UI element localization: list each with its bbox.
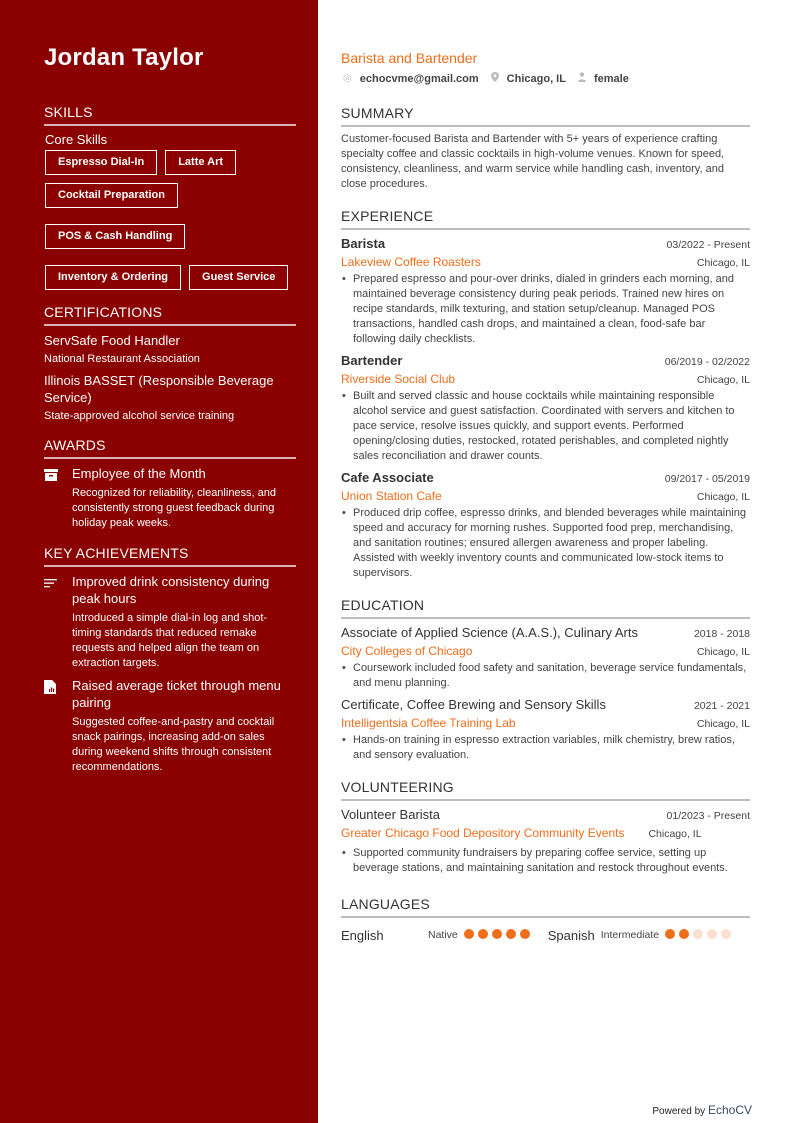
contact-gender: female xyxy=(593,72,629,85)
job-dates: 06/2019 - 02/2022 xyxy=(664,356,750,368)
rating-dot-filled xyxy=(506,929,516,939)
volunteering-entry xyxy=(341,807,750,876)
education-dates: 2018 - 2018 xyxy=(693,628,750,640)
achievement-item xyxy=(44,677,296,775)
skill-chip: Cocktail Preparation xyxy=(45,183,178,208)
achievement-item xyxy=(44,573,296,671)
experience-entry xyxy=(341,236,750,347)
experience-entry xyxy=(341,470,750,581)
job-location: Chicago, IL xyxy=(696,257,750,269)
employer: Lakeview Coffee Roasters xyxy=(341,255,481,269)
achievement-title: Raised average ticket through menu pairing xyxy=(72,678,281,710)
job-dates: 03/2022 - Present xyxy=(666,239,750,251)
job-title: Barista xyxy=(341,236,386,251)
certifications-section xyxy=(44,304,296,423)
job-location: Chicago, IL xyxy=(696,374,750,386)
job-location: Chicago, IL xyxy=(696,491,750,503)
awards-section xyxy=(44,437,296,531)
volunteer-location: Chicago, IL xyxy=(648,828,702,840)
report-chart-icon xyxy=(44,677,72,775)
cert-org: State-approved alcohol service training xyxy=(44,410,235,422)
rating-dot-filled xyxy=(679,929,689,939)
volunteering-title: VOLUNTEERING xyxy=(341,779,750,801)
volunteer-org: Greater Chicago Food Depository Community Events xyxy=(341,826,625,840)
cert-org: National Restaurant Association xyxy=(44,353,200,365)
email-icon: ◎ xyxy=(343,73,352,84)
footer-prefix: Powered by xyxy=(652,1106,706,1117)
job-description: • Built and served classic and house cocktails while maintaining responsible alcohol service and guest satisfaction. Coordinated with servers and kitchen to pace service, resolve issues quickly, and support events. Performed opening/closing duties, restocked, rotated perishables, and completed nightly sales reconciliation and drawer counts. xyxy=(341,389,750,464)
lines-icon xyxy=(44,573,72,671)
achievement-desc: Suggested coffee-and-pastry and cocktail snack pairings, increasing add-on sales during weekend shifts through consistent recommendations. xyxy=(72,716,275,773)
employer: Riverside Social Club xyxy=(341,372,456,386)
volunteer-role: Volunteer Barista xyxy=(341,807,441,822)
award-title: Employee of the Month xyxy=(72,466,206,481)
school-location: Chicago, IL xyxy=(696,646,750,658)
education-description: • Coursework included food safety and sanitation, beverage service fundamentals, and menu planning. xyxy=(341,661,750,691)
skill-chips xyxy=(45,150,296,290)
language-level: Native xyxy=(428,929,458,941)
experience-title: EXPERIENCE xyxy=(341,208,750,230)
awards-title: AWARDS xyxy=(44,437,296,459)
experience-section xyxy=(341,208,750,581)
language-level: Intermediate xyxy=(600,929,660,941)
main-content xyxy=(341,50,750,944)
cert-name: ServSafe Food Handler xyxy=(44,333,180,348)
language-rating xyxy=(665,926,735,944)
sidebar xyxy=(0,0,318,1123)
candidate-name: Jordan Taylor xyxy=(44,44,204,71)
languages-row xyxy=(341,926,750,944)
summary-section xyxy=(341,105,750,192)
skill-chip: Espresso Dial-In xyxy=(45,150,157,175)
award-desc: Recognized for reliability, cleanliness, and consistently strong guest feedback during holiday peak weeks. xyxy=(72,487,277,529)
rating-dot-empty xyxy=(707,929,717,939)
summary-text: Customer-focused Barista and Bartender with 5+ years of experience crafting specialty coffee and classic cocktails in high-volume venues. Known for speed, consistency, cleanliness, and warm service while handling cash, inventory, and close procedures. xyxy=(341,133,725,190)
languages-section xyxy=(341,896,750,944)
employer: Union Station Cafe xyxy=(341,489,442,503)
education-entry xyxy=(341,697,750,763)
footer-brand[interactable]: EchoCV xyxy=(707,1103,752,1117)
experience-entry xyxy=(341,353,750,464)
skill-chip: POS & Cash Handling xyxy=(45,224,185,249)
contact-email[interactable]: echocvme@gmail.com xyxy=(359,72,479,85)
volunteer-dates: 01/2023 - Present xyxy=(666,810,750,822)
achievements-title: KEY ACHIEVEMENTS xyxy=(44,545,296,567)
volunteering-section xyxy=(341,779,750,876)
education-title: EDUCATION xyxy=(341,597,750,619)
skill-chip: Guest Service xyxy=(189,265,288,290)
languages-title: LANGUAGES xyxy=(341,896,750,918)
rating-dot-empty xyxy=(721,929,731,939)
language-rating xyxy=(464,926,534,944)
school-location: Chicago, IL xyxy=(696,718,750,730)
skills-title: SKILLS xyxy=(44,104,296,126)
certifications-title: CERTIFICATIONS xyxy=(44,304,296,326)
language-name: English xyxy=(341,927,384,943)
core-skills-label: Core Skills xyxy=(45,132,108,147)
education-description: • Hands-on training in espresso extraction variables, milk chemistry, brew ratios, and sensory evaluation. xyxy=(341,733,750,763)
education-section xyxy=(341,597,750,763)
job-title: Cafe Associate xyxy=(341,470,434,485)
degree: Associate of Applied Science (A.A.S.), Culinary Arts xyxy=(341,625,638,640)
achievements-section xyxy=(44,545,296,775)
language-name: Spanish xyxy=(547,927,595,943)
job-dates: 09/2017 - 05/2019 xyxy=(664,473,750,485)
degree: Certificate, Coffee Brewing and Sensory Skills xyxy=(341,697,606,712)
school: Intelligentsia Coffee Training Lab xyxy=(341,716,516,730)
education-entry xyxy=(341,625,750,691)
summary-title: SUMMARY xyxy=(341,105,750,127)
cert-name: Illinois BASSET (Responsible Beverage Service) xyxy=(44,373,274,405)
skill-chip: Inventory & Ordering xyxy=(45,265,181,290)
achievement-title: Improved drink consistency during peak hours xyxy=(72,574,270,606)
rating-dot-filled xyxy=(520,929,530,939)
rating-dot-filled xyxy=(464,929,474,939)
skills-section xyxy=(44,104,296,290)
job-description: • Produced drip coffee, espresso drinks, and blended beverages while maintaining speed and accuracy for morning rushes. Supported food prep, merchandising, and sanitation routines; ensured allergen awareness and proper labeling. Assisted with weekly inventory counts and communicated low-stock items to supervisors. xyxy=(341,506,750,581)
location-pin-icon xyxy=(491,72,499,85)
contact-location: Chicago, IL xyxy=(506,72,566,85)
skill-chip: Latte Art xyxy=(165,150,236,175)
rating-dot-filled xyxy=(478,929,488,939)
rating-dot-empty xyxy=(693,929,703,939)
education-dates: 2021 - 2021 xyxy=(693,700,750,712)
rating-dot-filled xyxy=(492,929,502,939)
volunteer-description: • Supported community fundraisers by preparing coffee service, setting up beverage stations, and maintaining sanitation and restock throughout events. xyxy=(341,846,750,876)
award-box-icon xyxy=(44,465,72,531)
award-item xyxy=(44,465,296,531)
job-role: Barista and Bartender xyxy=(341,50,478,66)
contact-line xyxy=(341,72,750,85)
rating-dot-filled xyxy=(665,929,675,939)
person-icon xyxy=(578,72,586,85)
job-title: Bartender xyxy=(341,353,403,368)
footer-powered-by xyxy=(652,1103,752,1117)
job-description: • Prepared espresso and pour-over drinks, dialed in grinders each morning, and maintained beverage consistency during peak periods. Trained new hires on recipe standards, milk texturing, and station setup/cleanup. Managed POS transactions, handled cash drops, and maintained a clean, food-safe bar following daily checklists. xyxy=(341,272,750,347)
school: City Colleges of Chicago xyxy=(341,644,473,658)
achievement-desc: Introduced a simple dial-in log and shot-timing standards that reduced remake requests and helped align the team on extraction targets. xyxy=(72,612,268,669)
